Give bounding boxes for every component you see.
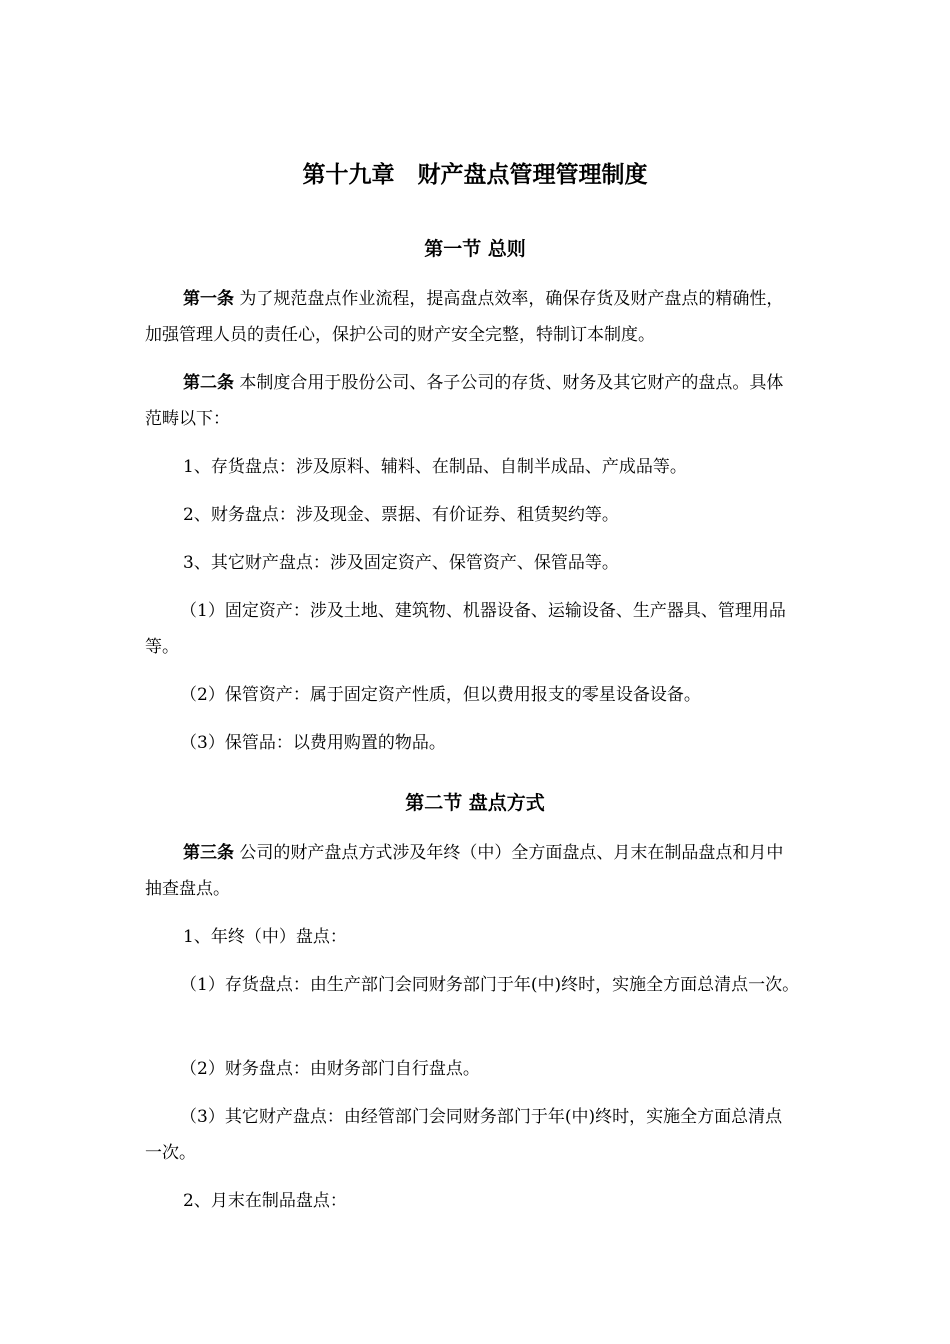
- sub-item-other-count-line-1: （3）其它财产盘点：由经管部门会同财务部门于年(中)终时，实施全方面总清点: [180, 1107, 783, 1127]
- section-1-title: 第一节 总则: [424, 238, 526, 260]
- section-2-title: 第二节 盘点方式: [405, 792, 545, 814]
- list-item-finance: 2、财务盘点：涉及现金、票据、有价证券、租赁契约等。: [183, 505, 619, 525]
- article-2-label: 第二条: [183, 373, 234, 393]
- sub-item-fixed-assets-line-2: 等。: [145, 637, 179, 657]
- article-3-line-2: 抽查盘点。: [145, 879, 230, 899]
- list-item-inventory: 1、存货盘点：涉及原料、辅料、在制品、自制半成品、产成品等。: [183, 457, 687, 477]
- list-item-month-end: 2、月末在制品盘点：: [183, 1191, 347, 1211]
- article-1-line-1: [183, 288, 783, 310]
- sub-item-fixed-assets-line-1: （1）固定资产：涉及土地、建筑物、机器设备、运输设备、生产器具、管理用品: [180, 601, 786, 621]
- list-item-year-end: 1、年终（中）盘点：: [183, 927, 347, 947]
- article-1-text: 为了规范盘点作业流程，提高盘点效率，确保存货及财产盘点的精确性，: [234, 289, 784, 309]
- article-2-line-1: [183, 372, 783, 394]
- article-1-label: 第一条: [183, 289, 234, 309]
- article-2-text: 本制度合用于股份公司、各子公司的存货、财务及其它财产的盘点。具体: [234, 373, 784, 393]
- article-3-line-1: [183, 842, 783, 864]
- article-3-text: 公司的财产盘点方式涉及年终（中）全方面盘点、月末在制品盘点和月中: [234, 843, 784, 863]
- article-1-line-2: 加强管理人员的责任心，保护公司的财产安全完整，特制订本制度。: [145, 325, 655, 345]
- sub-item-inventory-count: （1）存货盘点：由生产部门会同财务部门于年(中)终时，实施全方面总清点一次。: [180, 975, 800, 995]
- list-item-other-property: 3、其它财产盘点：涉及固定资产、保管资产、保管品等。: [183, 553, 619, 573]
- article-2-line-2: 范畴以下：: [145, 409, 230, 429]
- sub-item-custody-assets: （2）保管资产：属于固定资产性质，但以费用报支的零星设备设备。: [180, 685, 701, 705]
- article-3-label: 第三条: [183, 843, 234, 863]
- sub-item-other-count-line-2: 一次。: [145, 1143, 196, 1163]
- sub-item-finance-count: （2）财务盘点：由财务部门自行盘点。: [180, 1059, 480, 1079]
- chapter-title: 第十九章 财产盘点管理管理制度: [302, 161, 648, 188]
- sub-item-custody-goods: （3）保管品：以费用购置的物品。: [180, 733, 446, 753]
